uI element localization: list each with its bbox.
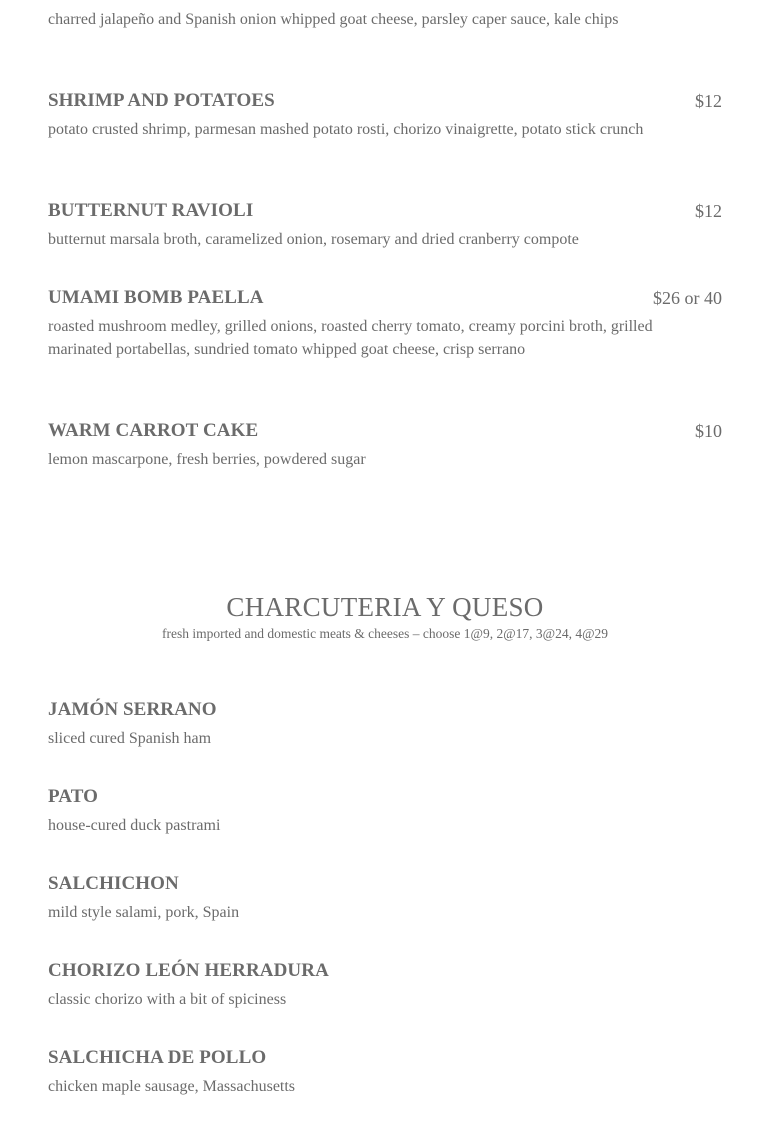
charcuteria-item-name: SALCHICHON [48, 873, 179, 894]
menu-item-name: UMAMI BOMB PAELLA [48, 287, 264, 308]
menu-item-name: BUTTERNUT RAVIOLI [48, 200, 254, 221]
menu-item-description: lemon mascarpone, fresh berries, powdered sugar [48, 451, 366, 468]
charcuteria-item [48, 786, 722, 837]
menu-item-price: $12 [695, 91, 722, 111]
menu-item-name: WARM CARROT CAKE [48, 420, 259, 441]
continued-description: charred jalapeño and Spanish onion whipped goat cheese, parsley caper sauce, kale chips [48, 11, 619, 28]
charcuteria-item-name: CHORIZO LEÓN HERRADURA [48, 960, 329, 981]
menu-item-description: potato crusted shrimp, parmesan mashed potato rosti, chorizo vinaigrette, potato stick crunch [48, 121, 644, 138]
menu-item [48, 420, 722, 471]
menu-item-description: butternut marsala broth, caramelized onion, rosemary and dried cranberry compote [48, 231, 579, 248]
menu-item-price: $10 [695, 421, 722, 441]
section-title: CHARCUTERIA Y QUESO [226, 592, 544, 622]
charcuteria-item-description: chicken maple sausage, Massachusetts [48, 1078, 296, 1095]
menu-item-name: SHRIMP AND POTATOES [48, 90, 275, 111]
charcuteria-item-description: house-cured duck pastrami [48, 817, 221, 834]
charcuteria-item [48, 873, 722, 924]
charcuteria-item-name: PATO [48, 786, 99, 807]
menu-item [48, 90, 722, 141]
charcuteria-item-description: classic chorizo with a bit of spiciness [48, 991, 287, 1008]
charcuteria-item [48, 699, 722, 750]
menu-item-description: roasted mushroom medley, grilled onions, roasted cherry tomato, creamy porcini broth, grilled marinated portabellas, sundried tomato whipped goat cheese, crisp serrano [48, 318, 653, 358]
charcuteria-item-description: sliced cured Spanish ham [48, 730, 212, 747]
menu-item-price: $12 [695, 201, 722, 221]
charcuteria-item-description: mild style salami, pork, Spain [48, 904, 240, 921]
charcuteria-item-name: JAMÓN SERRANO [48, 699, 217, 720]
charcuteria-item-name: SALCHICHA DE POLLO [48, 1047, 267, 1068]
charcuteria-item [48, 960, 722, 1011]
section-subtitle: fresh imported and domestic meats & cheeses – choose 1@9, 2@17, 3@24, 4@29 [161, 626, 608, 641]
menu-item [48, 200, 722, 251]
menu-item-price: $26 or 40 [653, 288, 722, 308]
menu-item [48, 287, 722, 361]
charcuteria-item [48, 1047, 722, 1098]
